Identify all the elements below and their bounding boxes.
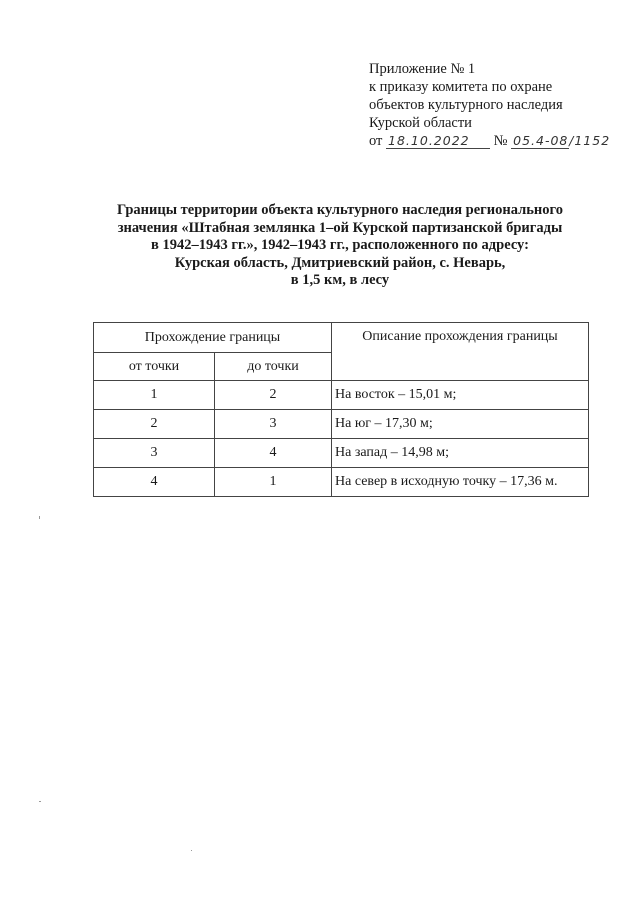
appendix-title: Приложение № 1 [369,61,476,77]
scan-speck [39,801,41,802]
cell-to: 3 [215,410,332,439]
date-prefix: от [369,133,383,149]
table-row [94,381,589,410]
number-prefix: № [493,133,508,149]
cell-to: 1 [215,468,332,497]
header-from-point: от точки [94,353,215,381]
appendix-line: к приказу комитета по охране [369,79,553,95]
cell-description: На восток – 15,01 м; [332,381,589,410]
order-number-suffix: /1152 [569,133,611,148]
cell-from: 2 [94,410,215,439]
appendix-header [369,60,634,150]
table-row [94,410,589,439]
document-title [60,202,620,290]
header-boundary-passage: Прохождение границы [94,323,332,353]
title-line: в 1,5 км, в лесу [290,272,390,288]
appendix-line: объектов культурного наследия [369,97,563,113]
header-to-point: до точки [215,353,332,381]
cell-from: 3 [94,439,215,468]
table-header-row [94,323,589,353]
scan-speck [39,516,40,519]
cell-description: На юг – 17,30 м; [332,410,589,439]
title-line: Курская область, Дмитриевский район, с. Неварь, [174,254,506,271]
title-line: значения «Штабная землянка 1–ой Курской партизанской бригады [117,219,563,236]
header-boundary-description: Описание прохождения границы [332,323,589,381]
title-line: в 1942–1943 гг.», 1942–1943 гг., расположенного по адресу: [151,237,529,253]
cell-to: 2 [215,381,332,410]
title-line: Границы территории объекта культурного наследия регионального [117,202,563,218]
boundary-table [93,322,589,497]
order-date: 18.10.2022 [386,133,490,149]
cell-from: 1 [94,381,215,410]
order-number: 05.4-08 [513,133,569,148]
cell-description: На север в исходную точку – 17,36 м. [332,468,589,497]
table-row [94,439,589,468]
order-reference [369,132,634,150]
scan-speck [191,850,192,851]
cell-from: 4 [94,468,215,497]
table-row [94,468,589,497]
cell-to: 4 [215,439,332,468]
cell-description: На запад – 14,98 м; [332,439,589,468]
appendix-line: Курской области [369,115,472,131]
